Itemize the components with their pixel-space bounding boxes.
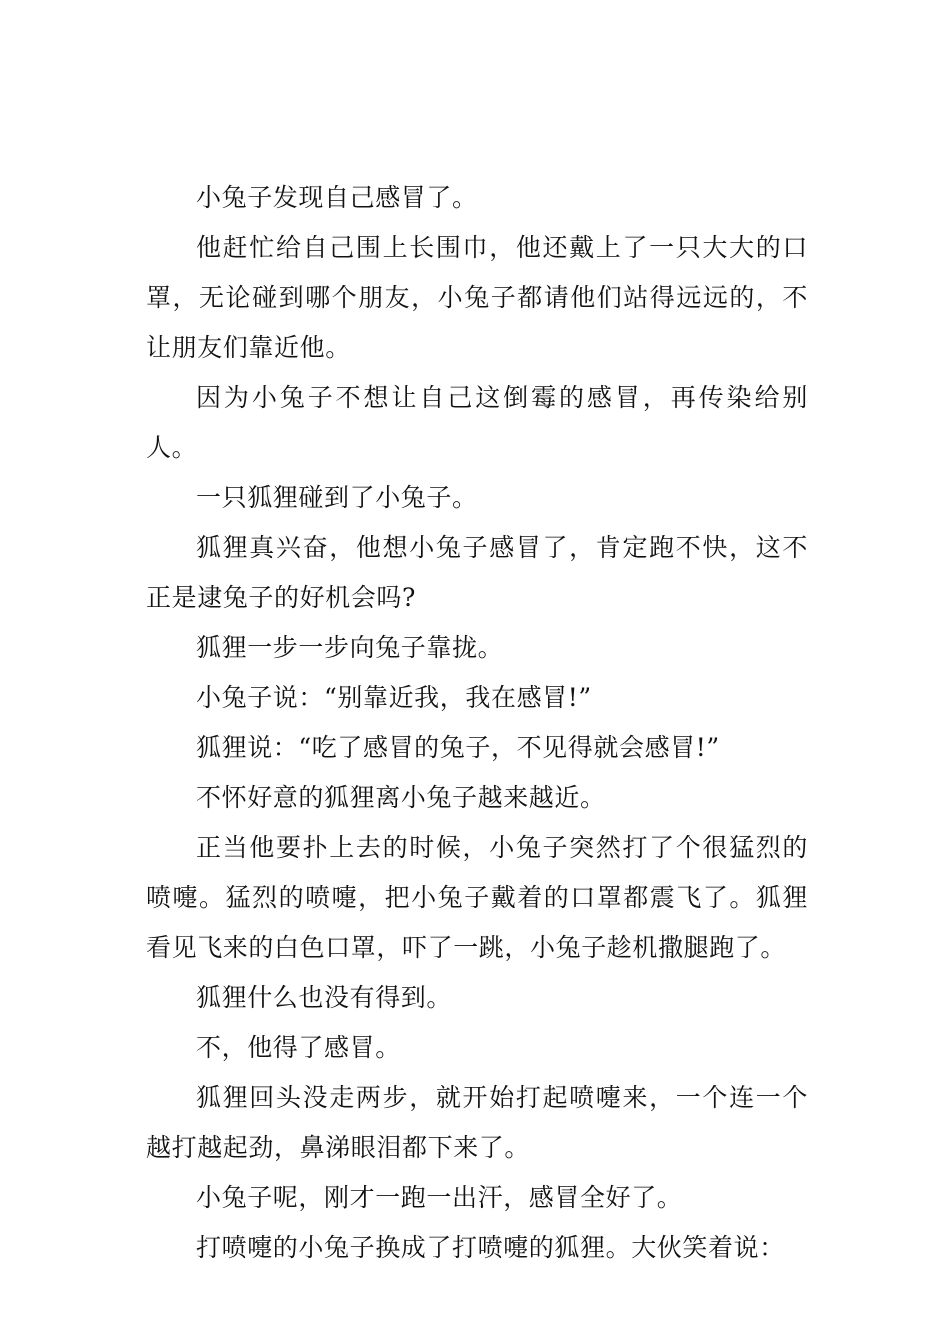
paragraph: 不怀好意的狐狸离小兔子越来越近。	[196, 783, 606, 812]
paragraph: 小兔子发现自己感冒了。	[196, 183, 478, 212]
paragraph: 狐狸回头没走两步，就开始打起喷嚏来，一个连一个越打越起劲，鼻涕眼泪都下来了。	[146, 1083, 808, 1162]
paragraph: 因为小兔子不想让自己这倒霉的感冒，再传染给别人。	[146, 383, 808, 462]
paragraph: 不，他得了感冒。	[196, 1033, 401, 1062]
paragraph: 正当他要扑上去的时候，小兔子突然打了个很猛烈的喷嚏。猛烈的喷嚏，把小兔子戴着的口罩都震飞了。狐狸看见飞来的白色口罩，吓了一跳，小兔子趁机撒腿跑了。	[146, 833, 808, 962]
paragraph: 小兔子说：“别靠近我，我在感冒!”	[196, 683, 592, 712]
paragraph: 狐狸什么也没有得到。	[196, 983, 453, 1012]
paragraph: 打喷嚏的小兔子换成了打喷嚏的狐狸。大伙笑着说：	[196, 1233, 785, 1262]
paragraph: 狐狸真兴奋，他想小兔子感冒了，肯定跑不快，这不正是逮兔子的好机会吗?	[146, 533, 808, 612]
paragraph: 狐狸一步一步向兔子靠拢。	[196, 633, 504, 662]
paragraph: 他赶忙给自己围上长围巾，他还戴上了一只大大的口罩，无论碰到哪个朋友，小兔子都请他们站得远远的，不让朋友们靠近他。	[146, 233, 808, 362]
paragraph: 狐狸说：“吃了感冒的兔子，不见得就会感冒!”	[196, 733, 720, 762]
paragraph: 一只狐狸碰到了小兔子。	[196, 483, 478, 512]
story-text	[146, 173, 808, 1273]
paragraph: 小兔子呢，刚才一跑一出汗，感冒全好了。	[196, 1183, 683, 1212]
